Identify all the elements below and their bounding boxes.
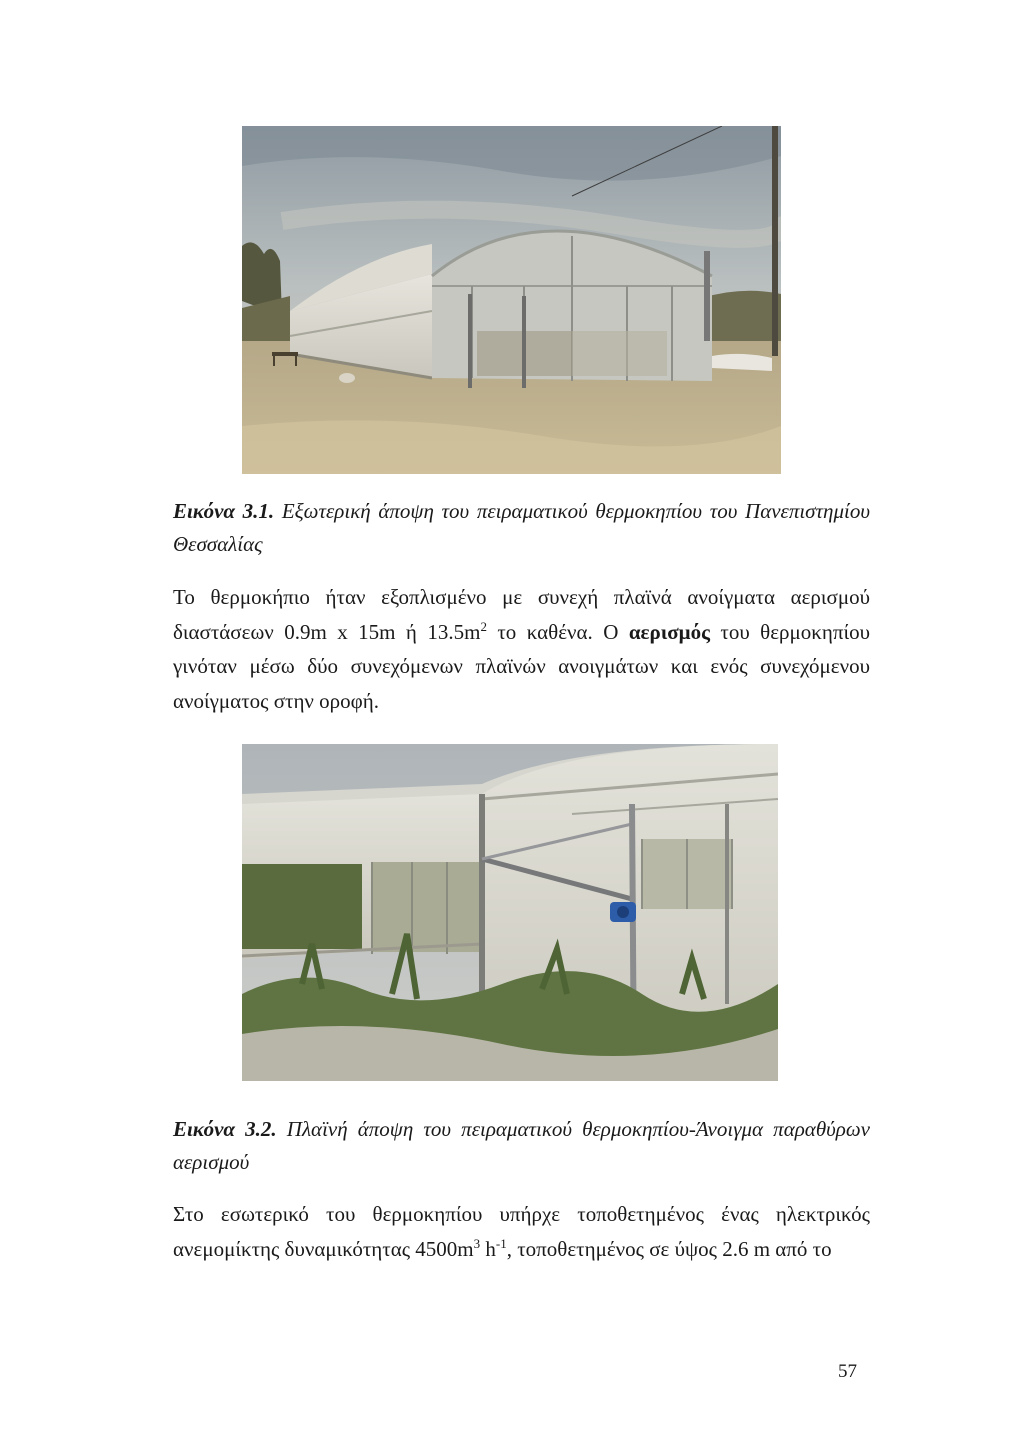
page-number: 57	[838, 1361, 857, 1382]
body-paragraph-fan	[173, 1197, 870, 1266]
superscript: 3	[473, 1235, 481, 1251]
paragraph-text: Στο εσωτερικό του θερμοκηπίου υπήρχε τοποθετημένος ένας ηλεκτρικός ανεμομίκτης δυναμικότητας 4500m	[173, 1202, 870, 1261]
figure-caption-text: Εξωτερική άποψη του πειραματικού θερμοκηπίου του Πανεπιστημίου Θεσσαλίας	[173, 499, 870, 556]
figure-caption-3-1	[173, 495, 870, 561]
paragraph-text: του θερμοκηπίου γινόταν μέσω δύο συνεχόμενων πλαϊνών ανοιγμάτων και ενός συνεχόμενου ανοίγματος στην οροφή.	[173, 619, 870, 713]
paragraph-text: , τοποθετημένος σε ύψος 2.6 m από το	[506, 1236, 832, 1261]
paragraph-text: h	[480, 1236, 496, 1261]
figure-label: Εικόνα 3.1.	[173, 499, 275, 523]
paragraph-text: το καθένα. Ο	[486, 619, 629, 644]
bold-term: αερισμός	[628, 619, 710, 644]
superscript: 2	[480, 618, 487, 634]
body-paragraph-ventilation	[173, 580, 870, 718]
paragraph-text: Το θερμοκήπιο ήταν εξοπλισμένο με συνεχή πλαϊνά ανοίγματα αερισμού διαστάσεων 0.9m x 15m ή 13.5m	[173, 585, 870, 644]
figure-caption-3-2	[173, 1113, 870, 1179]
greenhouse-side-photo	[242, 744, 778, 1081]
greenhouse-exterior-photo	[242, 126, 781, 474]
figure-label: Εικόνα 3.2.	[173, 1117, 277, 1141]
superscript: -1	[495, 1235, 507, 1251]
figure-caption-text: Πλαϊνή άποψη του πειραματικού θερμοκηπίου-Άνοιγμα παραθύρων αερισμού	[173, 1117, 870, 1174]
